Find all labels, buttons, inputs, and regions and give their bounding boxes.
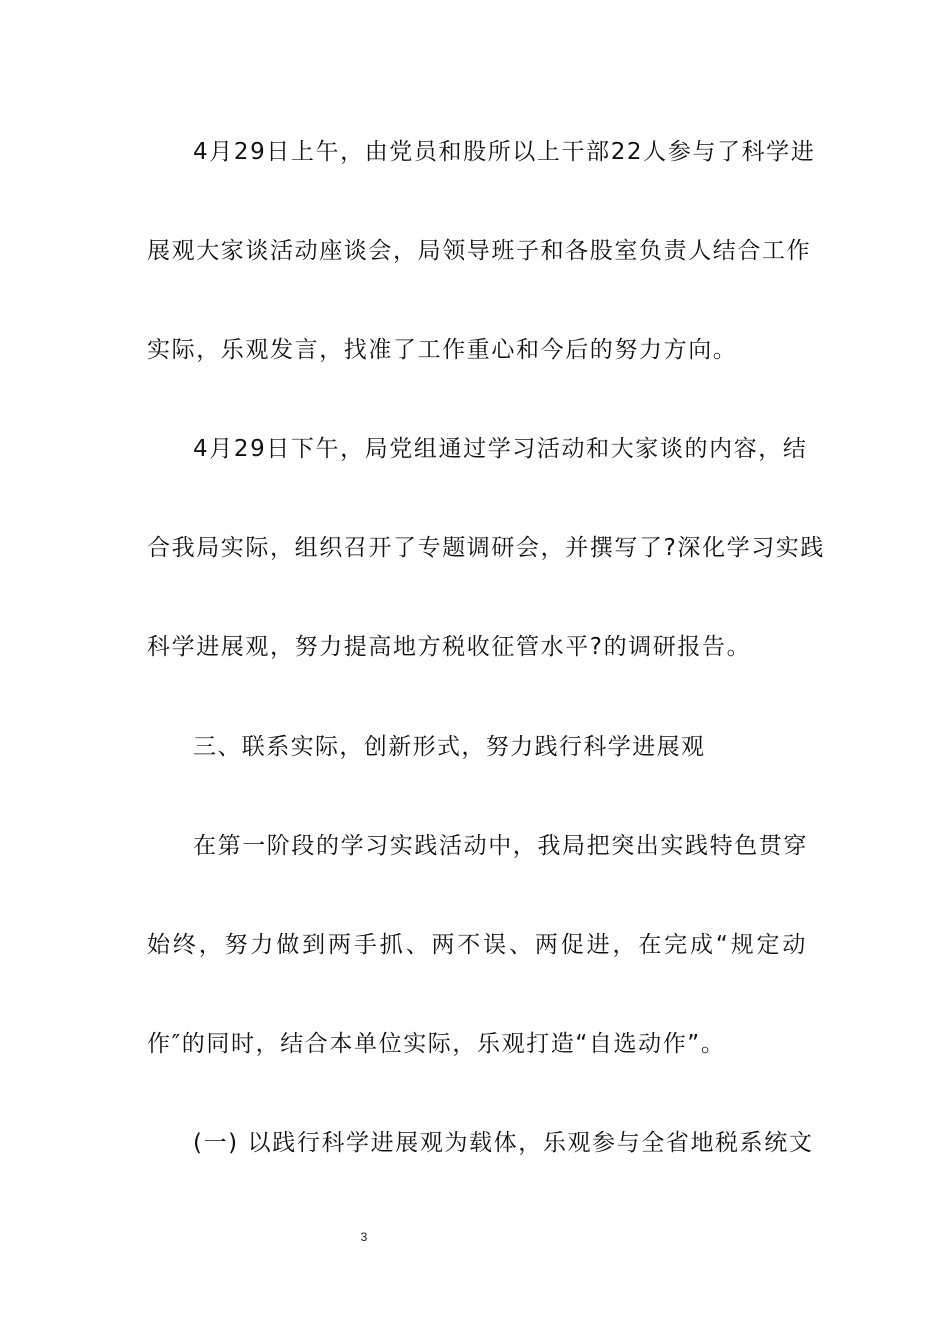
paragraph-3-line-3: 作″的同时，结合本单位实际，乐观打造“自选动作”。 (147, 1031, 726, 1057)
paragraph-1-line-1: 4月29日上午，由党员和股所以上干部22人参与了科学进 (193, 139, 816, 165)
section-heading: 三、联系实际，创新形式，努力践行科学进展观 (193, 734, 706, 760)
paragraph-1-line-2: 展观大家谈活动座谈会，局领导班子和各股室负责人结合工作 (147, 238, 812, 264)
paragraph-2-line-1: 4月29日下午，局党组通过学习活动和大家谈的内容，结 (193, 436, 808, 462)
paragraph-2-line-3: 科学进展观，努力提高地方税收征管水平?的调研报告。 (147, 634, 752, 660)
paragraph-3-line-1: 在第一阶段的学习实践活动中，我局把突出实践特色贯穿 (193, 833, 808, 859)
paragraph-2-line-2: 合我局实际，组织召开了专题调研会，并撰写了?深化学习实践 (147, 535, 826, 561)
paragraph-3-line-2: 始终，努力做到两手抓、两不误、两促进，在完成“规定动 (147, 932, 807, 958)
paragraph-4-line-1: (一) 以践行科学进展观为载体，乐观参与全省地税系统文 (193, 1130, 814, 1156)
page-number: 3 (360, 1230, 368, 1244)
paragraph-1-line-3: 实际，乐观发言，找准了工作重心和今后的努力方向。 (147, 337, 738, 363)
